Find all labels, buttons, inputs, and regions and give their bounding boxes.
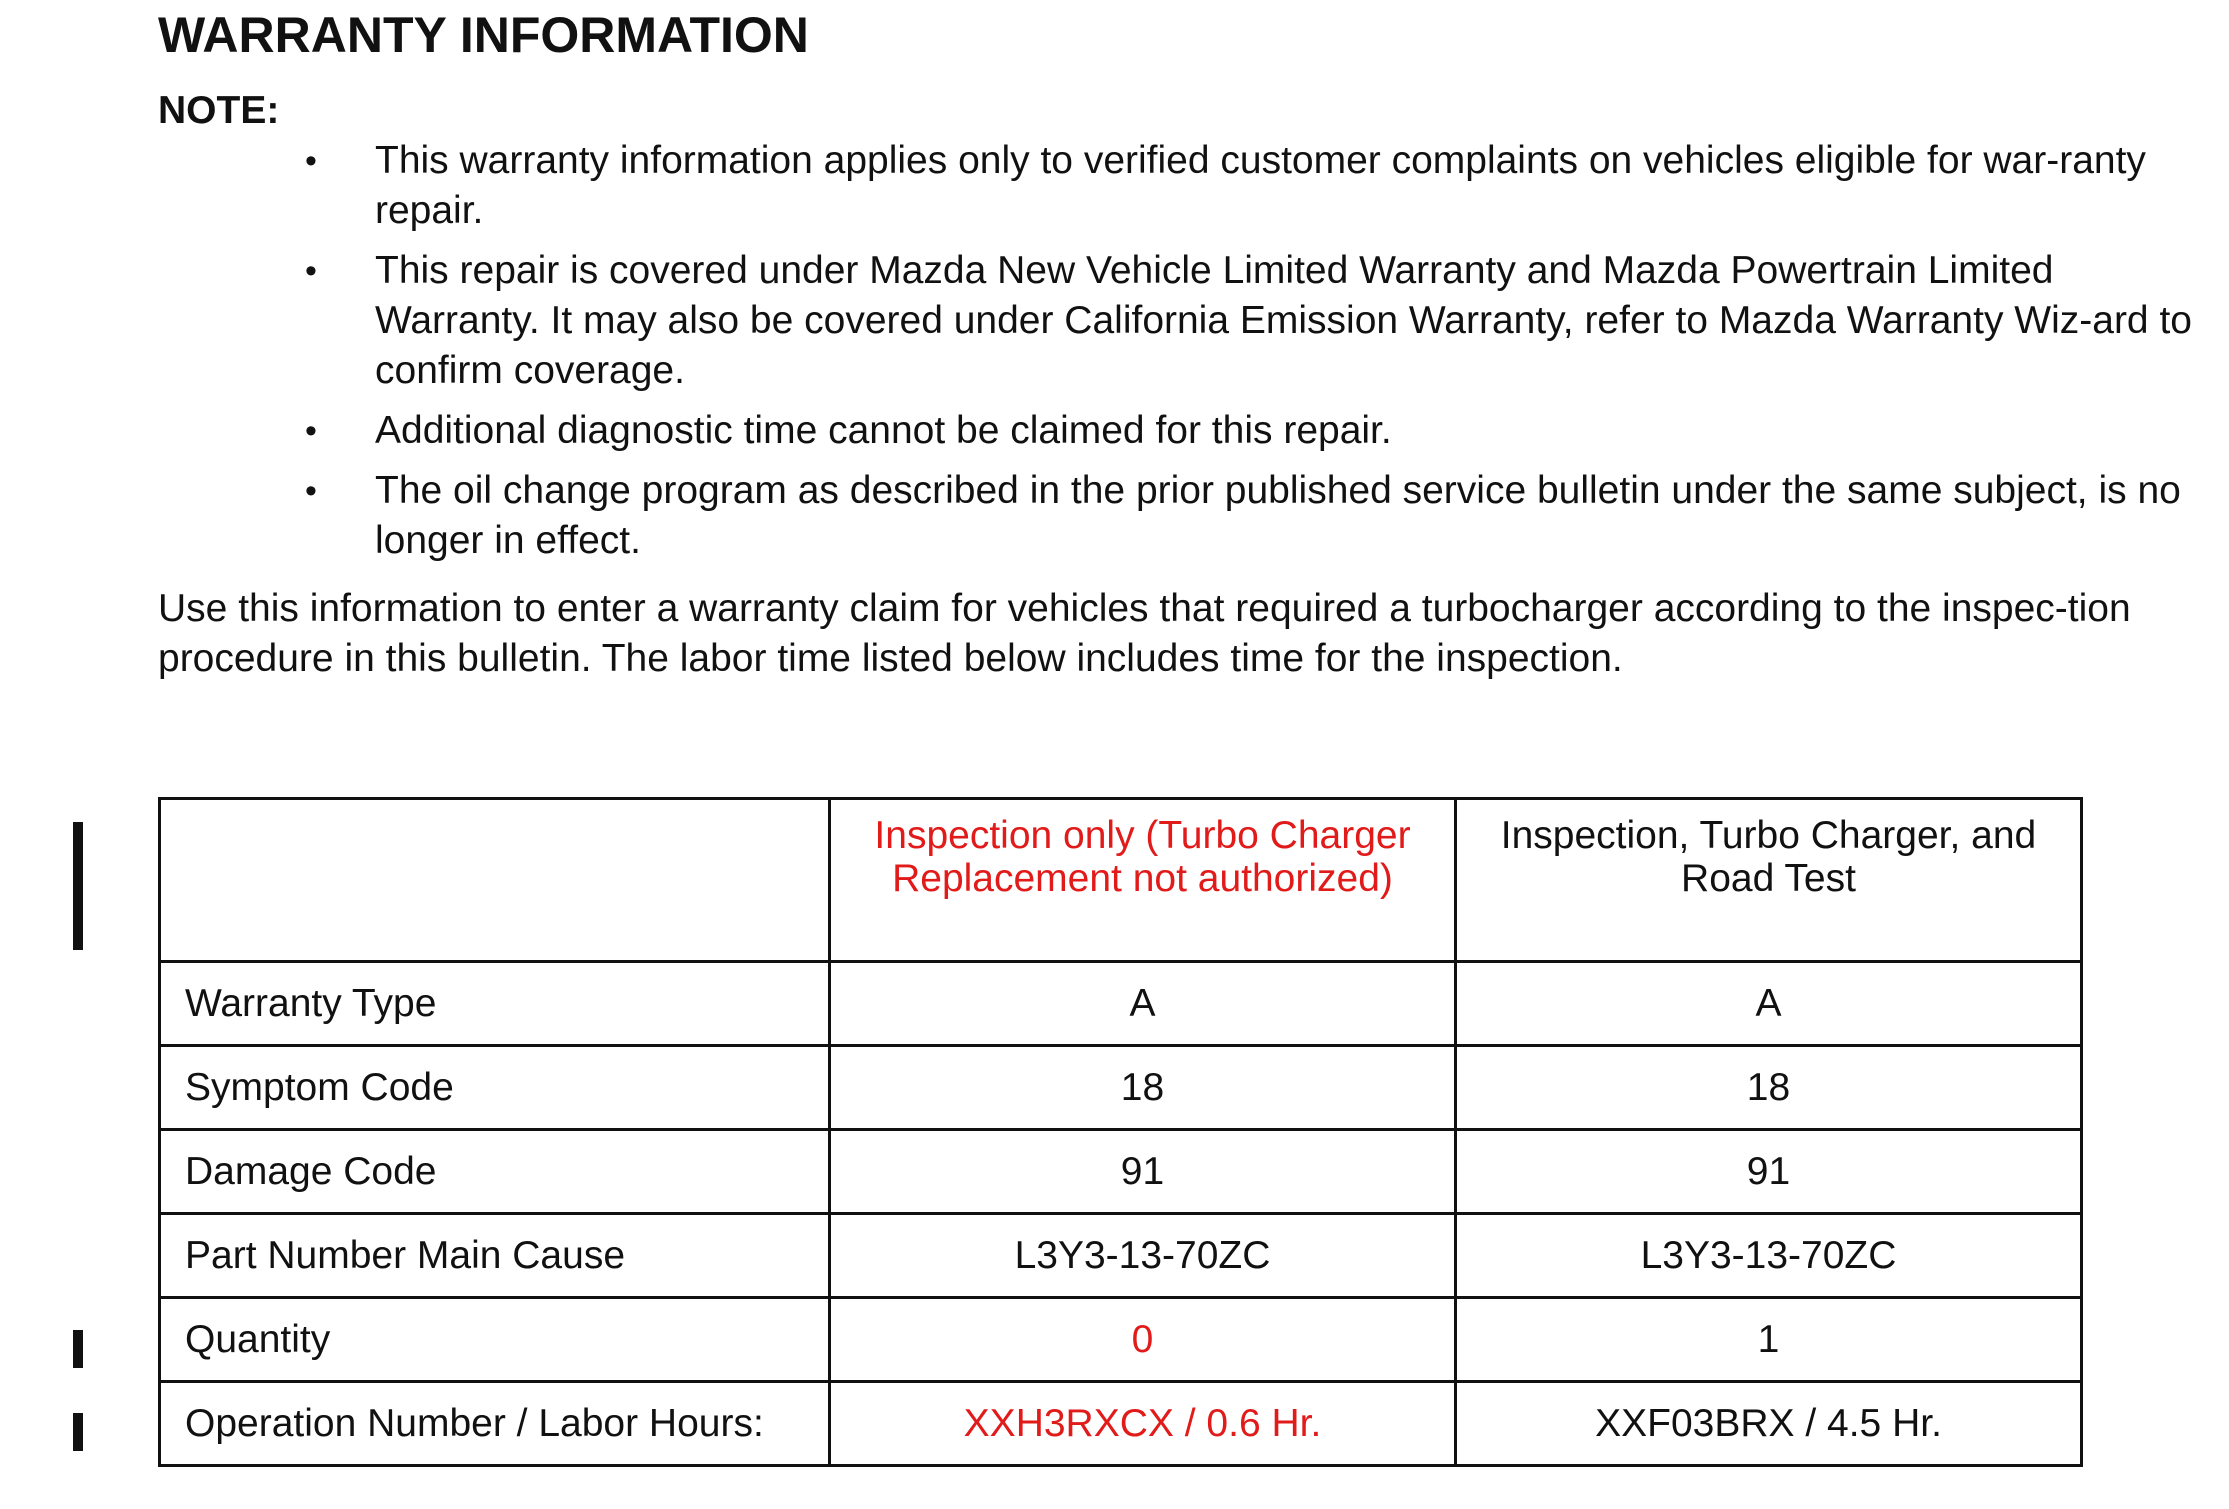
table-cell: XXF03BRX / 4.5 Hr. [1456,1382,2082,1466]
table-cell: 0 [830,1298,1456,1382]
note-text: This repair is covered under Mazda New Vehicle Limited Warranty and Mazda Powertrain Limited Warranty. It may also be covered under California Emission Warranty, refer to Mazda Warranty Wiz-ard to confirm coverage. [375,249,2192,392]
intro-paragraph: Use this information to enter a warranty claim for vehicles that required a turbocharger according to the inspec-tion procedure in this bulletin. The labor time listed below includes time for the inspection. [158,587,2131,680]
table-row [160,1382,2082,1466]
table-cell: 1 [1456,1298,2082,1382]
table-cell: 91 [830,1130,1456,1214]
table-cell: A [1456,962,2082,1046]
table-header-row [160,799,2082,962]
bullet-icon: • [305,472,317,510]
table-row [160,1046,2082,1130]
table-cell: XXH3RXCX / 0.6 Hr. [830,1382,1456,1466]
change-bar [73,1330,83,1368]
table-cell: 91 [1456,1130,2082,1214]
row-label: Quantity [160,1298,830,1382]
table-cell: L3Y3-13-70ZC [830,1214,1456,1298]
note-item [300,406,2210,456]
note-list [300,136,2210,576]
row-label: Damage Code [160,1130,830,1214]
bullet-icon: • [305,252,317,290]
change-bar [73,1413,83,1451]
header-cell-empty [160,799,830,962]
table-cell: 18 [830,1046,1456,1130]
bullet-icon: • [305,412,317,450]
table-row [160,962,2082,1046]
row-label: Part Number Main Cause [160,1214,830,1298]
table-cell: 18 [1456,1046,2082,1130]
row-label: Symptom Code [160,1046,830,1130]
note-item [300,136,2210,236]
note-text: This warranty information applies only to verified customer complaints on vehicles eligible for war-ranty repair. [375,139,2146,232]
page-title: WARRANTY INFORMATION [158,7,809,63]
table-cell: A [830,962,1456,1046]
table-row [160,1130,2082,1214]
row-label: Operation Number / Labor Hours: [160,1382,830,1466]
note-label: NOTE: [158,89,280,132]
header-cell-inspection-turbo: Inspection, Turbo Charger, and Road Test [1456,799,2082,962]
table-row [160,1298,2082,1382]
table-row [160,1214,2082,1298]
change-bar [73,822,83,950]
header-cell-inspection-only: Inspection only (Turbo Charger Replacement not authorized) [830,799,1456,962]
note-item [300,466,2210,566]
note-item [300,246,2210,396]
table-cell: L3Y3-13-70ZC [1456,1214,2082,1298]
bullet-icon: • [305,142,317,180]
warranty-table [158,797,2083,1467]
note-text: Additional diagnostic time cannot be claimed for this repair. [375,409,1392,452]
row-label: Warranty Type [160,962,830,1046]
note-text: The oil change program as described in the prior published service bulletin under the same subject, is no longer in effect. [375,469,2181,562]
